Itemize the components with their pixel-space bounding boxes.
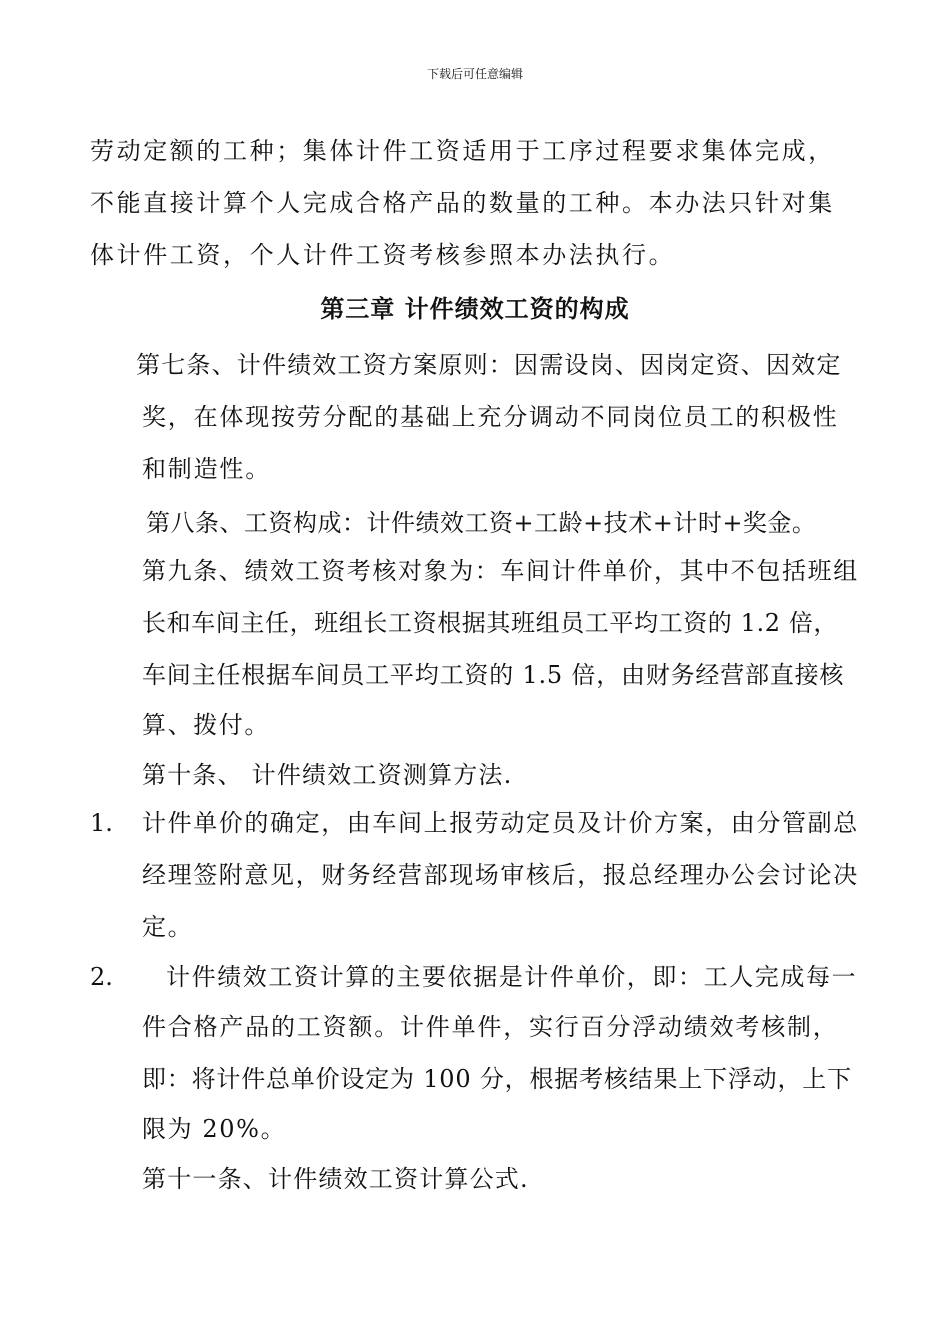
article-9-line: 车间主任根据车间员工平均工资的 1.5 倍，由财务经营部直接核 bbox=[142, 661, 845, 689]
list-number-2: 2. bbox=[90, 963, 113, 991]
page-header-note: 下载后可任意编辑 bbox=[426, 67, 523, 81]
list-item-2-line: 即：将计件总单价设定为 100 分，根据考核结果上下浮动，上下 bbox=[142, 1065, 852, 1093]
paragraph-line: 劳动定额的工种；集体计件工资适用于工序过程要求集体完成， bbox=[90, 137, 835, 165]
article-8: 第八条、工资构成：计件绩效工资+工龄+技术+计时+奖金。 bbox=[146, 509, 817, 537]
article-9-line: 长和车间主任，班组长工资根据其班组员工平均工资的 1.2 倍， bbox=[142, 609, 839, 637]
article-7-line: 奖，在体现按劳分配的基础上充分调动不同岗位员工的积极性 bbox=[142, 403, 839, 431]
list-item-1-line: 经理签附意见，财务经营部现场审核后，报总经理办公会讨论决 bbox=[142, 861, 859, 889]
article-7-line: 第七条、计件绩效工资方案原则：因需设岗、因岗定资、因效定 bbox=[136, 351, 842, 379]
article-11: 第十一条、计件绩效工资计算公式. bbox=[142, 1165, 529, 1193]
list-number-1: 1. bbox=[90, 809, 113, 837]
list-item-1-line: 计件单价的确定，由车间上报劳动定员及计价方案，由分管副总 bbox=[142, 809, 859, 837]
paragraph-line: 体计件工资，个人计件工资考核参照本办法执行。 bbox=[90, 241, 676, 269]
list-item-1-line: 定。 bbox=[142, 913, 194, 941]
paragraph-line: 不能直接计算个人完成合格产品的数量的工种。本办法只针对集 bbox=[90, 189, 835, 217]
article-9-line: 第九条、绩效工资考核对象为：车间计件单价，其中不包括班组 bbox=[142, 557, 859, 585]
list-item-2-line: 件合格产品的工资额。计件单件，实行百分浮动绩效考核制， bbox=[142, 1013, 839, 1041]
list-item-2-line: 计件绩效工资计算的主要依据是计件单价，即：工人完成每一 bbox=[166, 963, 858, 991]
article-7-line: 和制造性。 bbox=[142, 455, 271, 483]
article-10: 第十条、 计件绩效工资测算方法. bbox=[142, 761, 513, 789]
list-item-2-line: 限为 20%。 bbox=[142, 1115, 287, 1143]
article-9-line: 算、拨付。 bbox=[142, 711, 270, 739]
chapter-heading: 第三章 计件绩效工资的构成 bbox=[320, 294, 630, 323]
